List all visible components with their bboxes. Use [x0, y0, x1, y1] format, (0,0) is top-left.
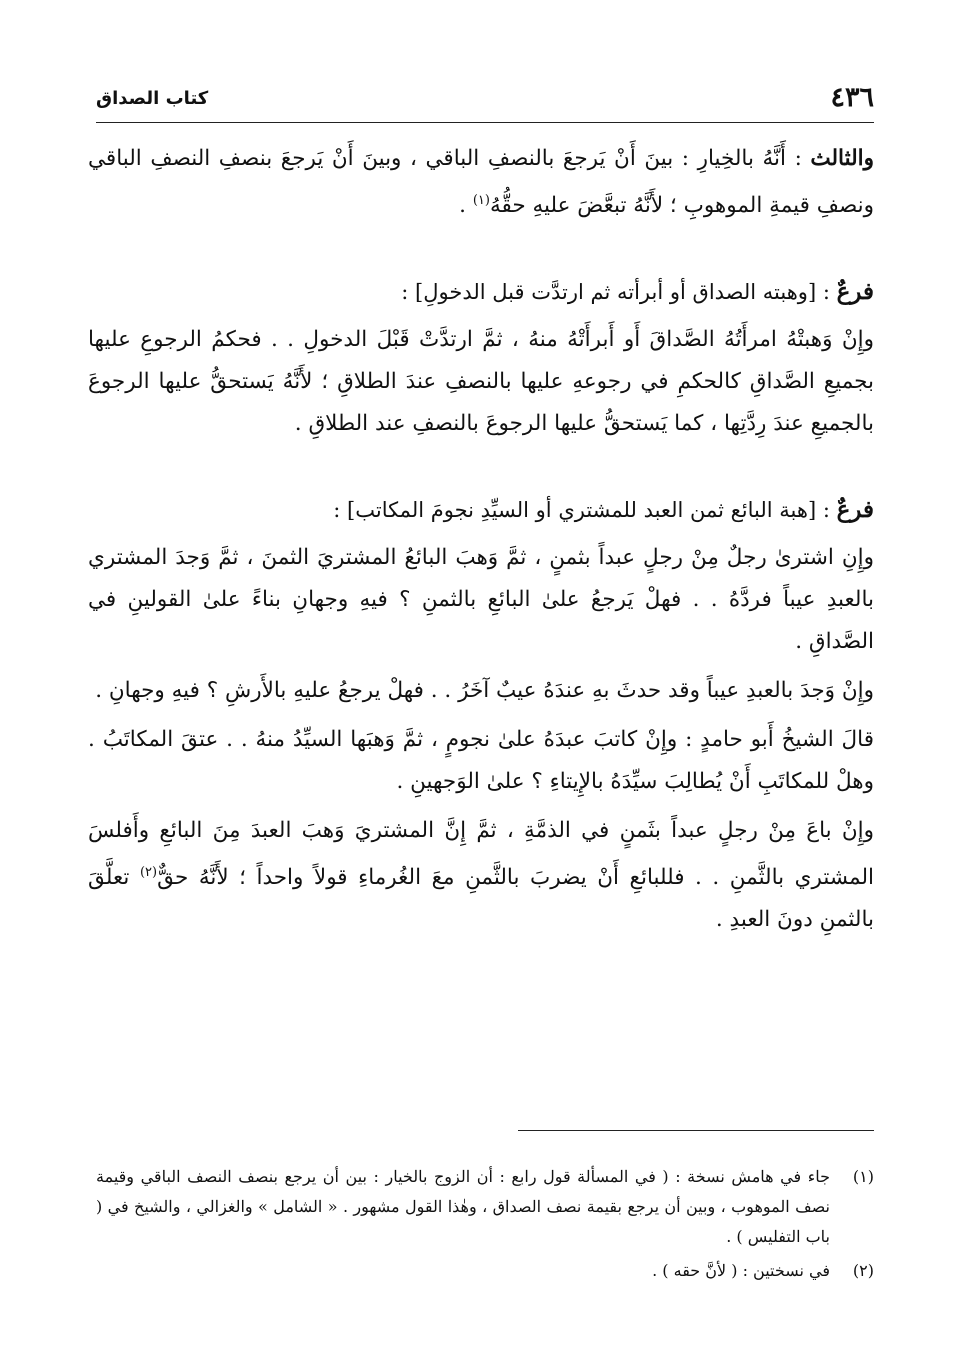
paragraph-sale-gift: وإِنِ اشترىٰ رجلٌ مِنْ رجلٍ عبداً بثمنٍ ، ثمَّ وَهبَ البائعُ المشتريَ الثمنَ ، ثمَّ وَجدَ المشتري بالعبدِ عيباً فردَّهُ . . فهلْ يَرجعُ علىٰ البائعِ بالثمنِ ؟ فيهِ وجهانِ بناءً علىٰ القولينِ في الصَّداقِ .	[88, 545, 874, 655]
page-header	[96, 82, 874, 122]
section-heading-1	[88, 271, 874, 313]
paragraph-mukatab: قالَ الشيخُ أَبو حامدٍ : وإِنْ كاتبَ عبدَهُ علىٰ نجومٍ ، ثمَّ وَهبَها السيِّدُ منهُ . . عتقَ المكاتَبُ . وهلْ للمكاتَبِ أَنْ يُطالِبَ سيِّدَهُ بالإِيتاءِ ؟ علىٰ الوَجهينِ .	[88, 727, 874, 795]
section-heading-2	[88, 489, 874, 531]
paragraph-third-option	[88, 138, 874, 227]
paragraph-bankruptcy	[88, 810, 874, 941]
paragraph-defect: وإِنْ وَجدَ بالعبدِ عيباً وقد حدثَ بهِ عندَهُ عيبٌ آخَرُ . . فهلْ يرجعُ عليهِ بالأَرشِ ؟ فيهِ وجهانِ .	[95, 678, 874, 704]
footnote-ref-1[interactable]: (١)	[472, 193, 490, 208]
section-title: : [وهبته الصداق أو أبرأته ثم ارتدَّت قبل الدخولِ] :	[401, 280, 837, 305]
main-text	[88, 138, 874, 948]
paragraph-lead: والثالث	[810, 146, 874, 171]
footnote-2	[96, 1256, 874, 1286]
footnote-text: جاء في هامش نسخة : ( في المسألة قول رابع : أن الزوج بالخيار : بين أن يرجع بنصف النصف الباقي وقيمة نصف الموهوب ، وبين أن يرجع بقيمة نصف الصداق ، وهٰذا القول مشهور . « الشامل » والغزالي ، والشيخ في ( باب التفليس ) .	[96, 1167, 831, 1246]
paragraph-end: تعلَّقَ بالثمنِ دونَ العبدِ .	[88, 865, 874, 933]
footnote-number: (١)	[852, 1167, 874, 1186]
footnote-text: في نسختين : ( لأنَّ حقه ) .	[652, 1261, 830, 1280]
footnote-1	[96, 1162, 874, 1252]
paragraph-text: : أَنَّهُ بالخِيارِ : بينَ أَنْ يَرجعَ بالنصفِ الباقي ، وبينَ أَنْ يَرجعَ بنصفِ النصفِ الباقي ونصفِ قيمةِ الموهوبِ ؛ لأَنَّهُ تبعَّضَ عليهِ حقُّهُ	[88, 146, 874, 219]
footnote-divider	[518, 1130, 874, 1131]
footnote-number: (٢)	[852, 1261, 874, 1280]
footnote-ref-2[interactable]: (٢)	[139, 865, 158, 881]
branch-label: فرعٌ	[836, 496, 874, 524]
header-divider	[96, 122, 874, 123]
paragraph-apostasy: وإِنْ وَهبتْهُ امرأَتُهُ الصَّداقَ أَو أَبرأَتْهُ منهُ ، ثمَّ ارتدَّتْ قَبْلَ الدخولِ . . فحكمُ الرجوعِ عليها بجميعِ الصَّداقِ كالحكمِ في رجوعهِ عليها بالنصفِ عندَ الطلاقِ ؛ لأَنَّهُ يَستحقُّ عليها الرجوعَ بالجميعِ عندَ رِدَّتِها ، كما يَستحقُّ عليها الرجوعَ بالنصفِ عند الطلاقِ .	[88, 327, 874, 437]
footnotes	[96, 1162, 874, 1290]
paragraph-text: وإِنْ باعَ مِنْ رجلٍ عبداً بثَمنٍ في الذمَّةِ ، ثمَّ إِنَّ المشتريَ وَهبَ العبدَ مِنَ البائعِ وأَفلسَ المشتري بالثَّمنِ . . فللبائعِ أَنْ يضربَ بالثَّمنِ معَ الغُرماءِ قولاً واحداً ؛ لأَنَّهُ حقٌّ	[88, 818, 874, 891]
branch-label: فرعٌ	[836, 278, 874, 306]
page-number: ٤٣٦	[830, 82, 874, 113]
section-title: : [هبة البائع ثمن العبد للمشتري أو السيِّدِ نجومَ المكاتب] :	[333, 498, 837, 523]
running-title: كتاب الصداق	[96, 88, 209, 109]
paragraph-end: .	[459, 193, 473, 219]
